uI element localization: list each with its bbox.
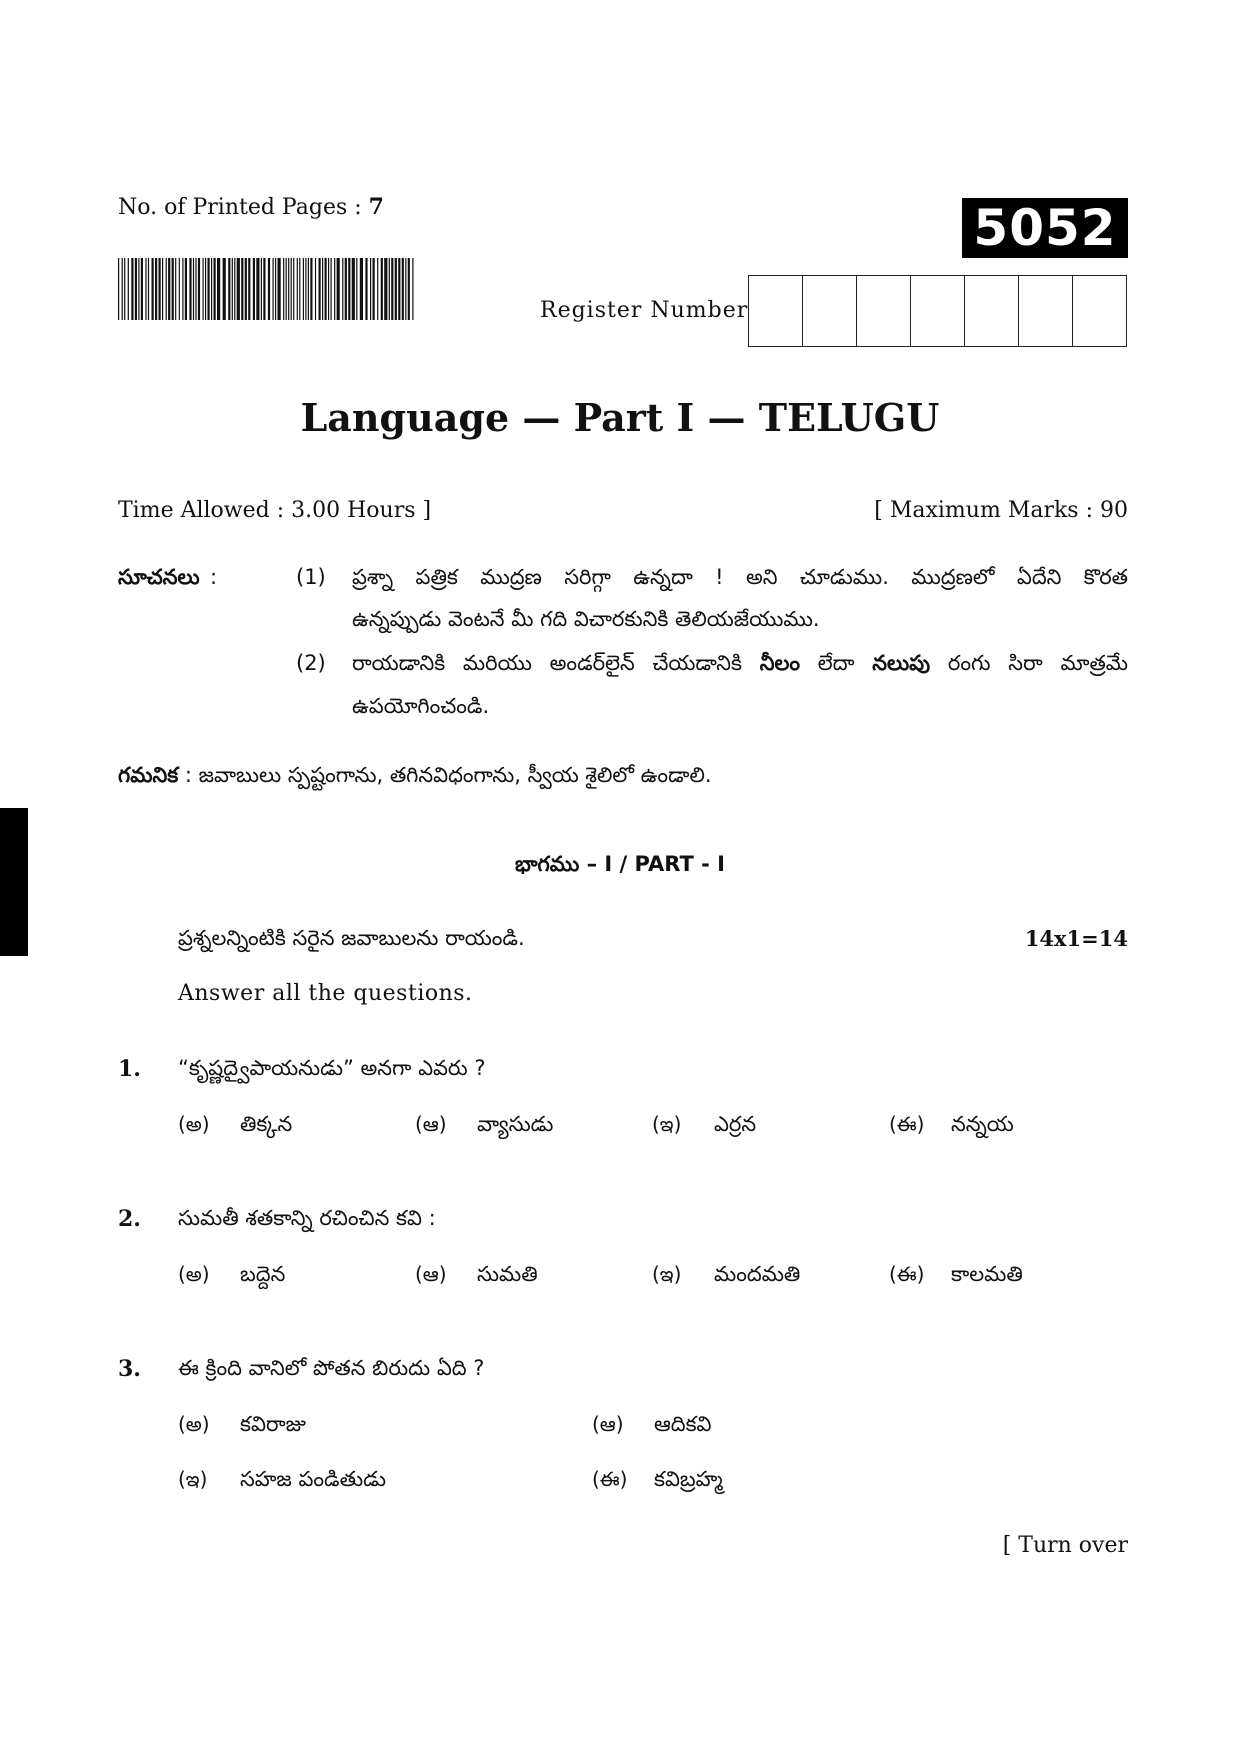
printed-pages-value: 7: [368, 194, 384, 220]
barcode-bar: [322, 258, 323, 320]
question-text: “కృష్ణద్వైపాయనుడు” అనగా ఎవరు ?: [178, 1056, 486, 1080]
option-label: (ఈ): [592, 1467, 628, 1491]
register-digit-box: [1073, 276, 1126, 346]
barcode-bar: [297, 258, 298, 320]
barcode-bar: [223, 258, 226, 320]
page-title: Language — Part I — TELUGU: [300, 395, 940, 440]
barcode-bar: [124, 258, 125, 320]
option: [178, 1112, 292, 1142]
barcode-bar: [135, 258, 137, 320]
option-label: (ఈ): [889, 1262, 925, 1286]
barcode-bar: [237, 258, 240, 320]
instruction-2-text-end: రంగు సిరా మాత్రమే: [947, 651, 1128, 675]
paper-code: 5052: [962, 198, 1128, 258]
barcode-bar: [384, 258, 387, 320]
option-text: నన్నయ: [951, 1112, 1014, 1136]
margin-black-bar: [0, 808, 28, 956]
option-label: (అ): [178, 1412, 210, 1436]
turn-over-note: [ Turn over: [1002, 1533, 1128, 1558]
option-text: కవిరాజు: [240, 1412, 306, 1436]
barcode-bar: [172, 258, 174, 320]
barcode-bar: [377, 258, 378, 320]
question-number: 2.: [118, 1206, 141, 1232]
option: [178, 1412, 306, 1442]
option: [415, 1112, 553, 1142]
barcode-bar: [189, 258, 191, 320]
option: [652, 1112, 756, 1142]
barcode-bar: [179, 258, 180, 320]
barcode-bar: [283, 258, 284, 320]
barcode-bar: [208, 258, 210, 320]
option: [178, 1262, 285, 1292]
barcode-bar: [308, 258, 309, 320]
barcode-bar: [337, 258, 340, 320]
section-instruction-english: Answer all the questions.: [178, 981, 473, 1006]
register-digit-box: [965, 276, 1019, 346]
option-label: (ఈ): [889, 1112, 925, 1136]
option: [178, 1467, 386, 1497]
option-label: (ఆ): [592, 1412, 624, 1436]
note-text: : జవాబులు స్పష్టంగాను, తగినవిధంగాను, స్వీయ శైలిలో ఉండాలి.: [184, 763, 712, 787]
barcode-bar: [155, 258, 157, 320]
option: [592, 1412, 711, 1442]
barcode-bar: [305, 258, 306, 320]
barcode-bar: [268, 258, 270, 320]
barcode-bar: [248, 258, 250, 320]
option-label: (అ): [178, 1262, 210, 1286]
question-number: 1.: [118, 1056, 141, 1082]
option: [415, 1262, 538, 1292]
barcode-bar: [408, 258, 410, 320]
barcode-bar: [352, 258, 355, 320]
option-text: సుమతి: [477, 1262, 538, 1286]
barcode-bar: [275, 258, 276, 320]
barcode-bar: [118, 258, 119, 320]
barcode-bar: [345, 258, 347, 320]
note: [118, 763, 712, 793]
option-text: సహజ పండితుడు: [240, 1467, 386, 1491]
barcode-bar: [315, 258, 316, 320]
barcode-bar: [278, 258, 281, 320]
option-text: కవిబ్రహ్మ: [654, 1467, 723, 1491]
section-instruction-telugu: ప్రశ్నలన్నింటికి సరైన జవాబులను రాయండి.: [178, 926, 525, 950]
barcode-bar: [334, 258, 335, 320]
barcode-bar: [331, 258, 332, 320]
instruction-1-line-1: ప్రశ్నా పత్రిక ముద్రణ సరిగ్గా ఉన్నదా ! అని చూడుము. ముద్రణలో ఏదేని కొరత: [352, 565, 1128, 589]
barcode-bar: [412, 258, 413, 320]
barcode-bar: [205, 258, 206, 320]
barcode-bar: [175, 258, 176, 320]
instruction-2-black: నలుపు: [872, 651, 931, 675]
question-number: 3.: [118, 1356, 141, 1382]
barcode-bar: [325, 258, 327, 320]
question-text: ఈ క్రింది వానిలో పోతన బిరుదు ఏది ?: [178, 1356, 485, 1380]
option: [889, 1112, 1014, 1142]
barcode-bar: [182, 258, 183, 320]
barcode-bar: [166, 258, 167, 320]
option: [652, 1262, 800, 1292]
barcode-bar: [159, 258, 161, 320]
barcode-bar: [141, 258, 143, 320]
barcode-bar: [342, 258, 343, 320]
barcode-bar: [405, 258, 406, 320]
barcode-bar: [263, 258, 265, 320]
printed-pages: [118, 194, 384, 220]
barcode-bar: [234, 258, 235, 320]
option-text: మందమతి: [714, 1262, 801, 1286]
barcode-bar: [299, 258, 300, 320]
option-label: (ఆ): [415, 1112, 447, 1136]
barcode-bar: [211, 258, 212, 320]
barcode-bar: [162, 258, 163, 320]
barcode-bar: [291, 258, 292, 320]
barcode-bar: [131, 258, 133, 320]
option-text: వ్యాసుడు: [477, 1112, 554, 1136]
barcode-bar: [381, 258, 383, 320]
barcode-bar: [293, 258, 294, 320]
barcode-bar: [148, 258, 149, 320]
section-marks: 14x1=14: [1024, 926, 1128, 951]
barcode-bar: [365, 258, 367, 320]
option-label: (ఆ): [415, 1262, 447, 1286]
barcode-bar: [261, 258, 262, 320]
barcode-bar: [214, 258, 216, 320]
barcode-bar: [356, 258, 357, 320]
barcode-bar: [228, 258, 230, 320]
barcode-bar: [310, 258, 312, 320]
option-text: ఆదికవి: [654, 1412, 712, 1436]
instruction-2-line-1: [352, 651, 1128, 681]
option-text: బద్దెన: [240, 1262, 286, 1286]
register-number-boxes: [748, 275, 1127, 347]
note-label: గమనిక: [118, 763, 179, 787]
barcode-bar: [152, 258, 154, 320]
barcode-bar: [402, 258, 404, 320]
instruction-number: (1): [296, 565, 326, 589]
instruction-2-text: రాయడానికి మరియు అండర్‌లైన్ చేయడానికి: [352, 651, 742, 675]
barcode-bar: [195, 258, 196, 320]
option-label: (ఇ): [178, 1467, 208, 1491]
barcode-bar: [122, 258, 123, 320]
instruction-number: (2): [296, 651, 326, 675]
barcode-bar: [303, 258, 304, 320]
barcode-bar: [286, 258, 287, 320]
instruction-2-line-2: ఉపయోగించండి.: [352, 694, 490, 718]
barcode-bar: [128, 258, 129, 320]
maximum-marks: [ Maximum Marks : 90: [874, 498, 1128, 523]
barcode-bar: [253, 258, 255, 320]
barcode-bar: [138, 258, 139, 320]
option-text: తిక్కన: [240, 1112, 293, 1136]
barcode-bar: [245, 258, 247, 320]
barcode-bar: [168, 258, 170, 320]
question-text: సుమతీ శతకాన్ని రచించిన కవి :: [178, 1206, 436, 1230]
barcode-bar: [328, 258, 329, 320]
instruction-1-line-2: ఉన్నప్పుడు వెంటనే మీ గది విచారకునికి తెలియజేయుము.: [352, 607, 820, 631]
register-digit-box: [749, 276, 803, 346]
instructions-colon: :: [210, 565, 218, 589]
register-number-label: Register Number: [540, 298, 749, 323]
part-heading: భాగము – I / PART - I: [515, 852, 725, 876]
option: [889, 1262, 1023, 1292]
barcode-bar: [373, 258, 375, 320]
barcode-bar: [398, 258, 400, 320]
register-digit-box: [1019, 276, 1073, 346]
option-text: కాలమతి: [951, 1262, 1023, 1286]
barcode-bar: [391, 258, 393, 320]
barcode-bar: [185, 258, 187, 320]
option-label: (ఇ): [652, 1112, 682, 1136]
printed-pages-label: No. of Printed Pages :: [118, 195, 362, 220]
register-digit-box: [803, 276, 857, 346]
barcode-bar: [273, 258, 274, 320]
barcode-bar: [395, 258, 397, 320]
barcode-image: [118, 258, 416, 320]
instruction-2-or: లేదా: [817, 651, 855, 675]
option: [592, 1467, 723, 1497]
barcode-bar: [348, 258, 350, 320]
barcode-bar: [203, 258, 204, 320]
barcode-bar: [370, 258, 371, 320]
instruction-2-blue: నీలం: [759, 651, 800, 675]
barcode-bar: [241, 258, 243, 320]
barcode-bar: [217, 258, 220, 320]
barcode-bar: [256, 258, 259, 320]
option-text: ఎర్రన: [714, 1112, 757, 1136]
barcode-bar: [198, 258, 200, 320]
register-digit-box: [911, 276, 965, 346]
barcode-bar: [288, 258, 289, 320]
option-label: (అ): [178, 1112, 210, 1136]
register-digit-box: [857, 276, 911, 346]
barcode-bar: [193, 258, 194, 320]
barcode-bar: [389, 258, 390, 320]
barcode-bar: [232, 258, 233, 320]
time-allowed: Time Allowed : 3.00 Hours ]: [118, 498, 432, 523]
option-label: (ఇ): [652, 1262, 682, 1286]
barcode-bar: [145, 258, 146, 320]
instructions-label: సూచనలు: [118, 565, 200, 589]
barcode-bar: [360, 258, 363, 320]
barcode-bar: [319, 258, 321, 320]
